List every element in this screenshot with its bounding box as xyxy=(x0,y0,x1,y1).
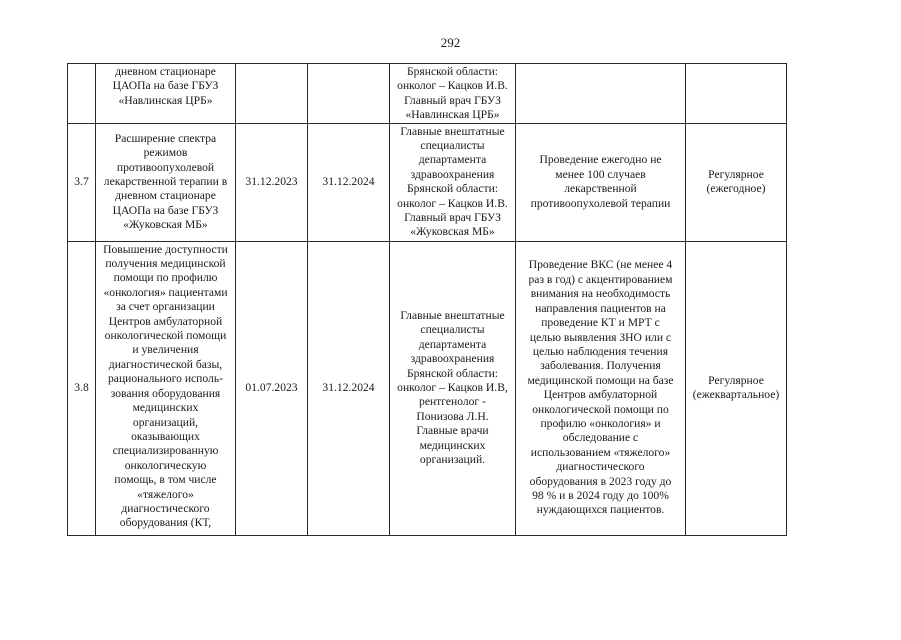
cell-text-line: организаций, xyxy=(132,415,199,429)
cell-text-line: Регулярное xyxy=(708,373,764,387)
cell-text-line: оказывающих xyxy=(131,429,200,443)
plan-table xyxy=(67,63,787,536)
table-row xyxy=(68,241,787,535)
cell-text-line: онколог – Кацков И.В. xyxy=(397,79,508,93)
result-cell xyxy=(516,64,686,124)
cell-text-line: противоопухолевой терапии xyxy=(530,196,671,210)
cell-text-line: Главные внештатные xyxy=(400,308,505,322)
cell-text-line: оборудования (КТ, xyxy=(119,516,212,530)
cell-text-line: «Навлинская ЦРБ» xyxy=(118,93,213,107)
start-date-cell: 01.07.2023 xyxy=(236,241,308,535)
cell-text-line: направления пациентов на xyxy=(535,301,666,315)
cell-text-line: менее 100 случаев xyxy=(555,167,646,181)
cell-text-line: рационального исполь- xyxy=(108,372,223,386)
cell-text-line: Брянской области: xyxy=(406,366,499,380)
cell-text-line: раз в год) с акцентированием xyxy=(528,272,673,286)
cell-text-line: онкологической помощи xyxy=(104,329,227,343)
cell-text-line: Главные внештатные xyxy=(400,124,505,138)
cell-text-line: «Навлинская ЦРБ» xyxy=(405,108,500,122)
cell-text-line: заболевания. Получения xyxy=(540,359,661,373)
cell-text-line: специалисты xyxy=(420,138,485,152)
end-date-cell: 31.12.2024 xyxy=(308,123,390,241)
start-date-cell: 31.12.2023 xyxy=(236,123,308,241)
cell-text-line: ЦАОПа на базе ГБУЗ xyxy=(112,203,219,217)
responsible-cell xyxy=(390,64,516,124)
cell-text-line: профилю «онкология» и xyxy=(540,416,661,430)
event-cell xyxy=(96,123,236,241)
cell-text-line: Главный врач ГБУЗ xyxy=(404,93,501,107)
cell-text-line: здравоохранения xyxy=(410,167,495,181)
cell-text-line: Понизова Л.Н. xyxy=(416,409,489,423)
cell-text-line: зования оборудования xyxy=(110,386,221,400)
cell-text-line: режимов xyxy=(143,146,188,160)
cell-text-line: за счет организации xyxy=(116,300,215,314)
cell-text-line: диагностического xyxy=(556,460,645,474)
cell-text-line: департамента xyxy=(418,337,487,351)
cell-text-line: Проведение ежегодно не xyxy=(539,153,662,167)
cell-text-line: Повышение доступности xyxy=(103,242,228,256)
cell-text-line: 98 % и в 2024 году до 100% xyxy=(532,488,669,502)
cell-text-line: Центров амбулаторной xyxy=(108,314,223,328)
cell-text-line: «Жуковская МБ» xyxy=(123,218,208,232)
cell-text-line: Брянской области: xyxy=(406,182,499,196)
periodicity-cell xyxy=(686,64,787,124)
cell-text-line: помощь, в том числе xyxy=(114,473,217,487)
cell-text-line: специалисты xyxy=(420,323,485,337)
cell-text-line: онкологической помощи по xyxy=(532,402,669,416)
cell-text-line: лекарственной xyxy=(564,182,637,196)
cell-text-line: проведение КТ и МРТ с xyxy=(541,316,660,330)
cell-text-line: «онкология» пациентами xyxy=(103,285,228,299)
cell-text-line: Брянской области: xyxy=(406,65,499,78)
cell-text-line: Регулярное xyxy=(708,167,764,181)
cell-text-line: диагностического xyxy=(121,501,210,515)
cell-text-line: Расширение спектра xyxy=(114,131,217,145)
cell-text-line: медицинской помощи на базе xyxy=(527,373,674,387)
result-cell xyxy=(516,123,686,241)
cell-text-line: ЦАОПа на базе ГБУЗ xyxy=(112,79,219,93)
cell-text-line: здравоохранения xyxy=(410,352,495,366)
cell-text-line: организаций. xyxy=(419,452,486,466)
table-row xyxy=(68,64,787,124)
cell-text-line: департамента xyxy=(418,153,487,167)
end-date-cell xyxy=(308,64,390,124)
cell-text-line: получения медицинской xyxy=(105,257,226,271)
cell-text-line: лекарственной терапии в xyxy=(103,174,228,188)
cell-text-line: медицинских xyxy=(419,438,486,452)
cell-text-line: онкологическую xyxy=(124,458,207,472)
cell-text-line: целью наблюдения течения xyxy=(532,344,669,358)
end-date-cell: 31.12.2024 xyxy=(308,241,390,535)
cell-text-line: онколог – Кацков И.В. xyxy=(397,196,508,210)
cell-text-line: (ежеквартальное) xyxy=(692,388,780,402)
periodicity-cell xyxy=(686,123,787,241)
start-date-cell xyxy=(236,64,308,124)
cell-text-line: оборудования в 2023 году до xyxy=(529,474,672,488)
cell-text-line: внимания на необходимость xyxy=(530,287,671,301)
event-cell xyxy=(96,64,236,124)
cell-text-line: «Жуковская МБ» xyxy=(410,225,495,239)
page-number: 292 xyxy=(440,35,461,50)
cell-text-line: дневном стационаре xyxy=(115,189,216,203)
cell-text-line: специализированную xyxy=(112,444,219,458)
periodicity-cell xyxy=(686,241,787,535)
cell-text-line: медицинских xyxy=(132,401,199,415)
row-number-cell xyxy=(68,64,96,124)
cell-text-line: рентгенолог - xyxy=(419,395,486,409)
cell-text-line: Главные врачи xyxy=(416,424,489,438)
responsible-cell xyxy=(390,123,516,241)
responsible-cell xyxy=(390,241,516,535)
event-cell xyxy=(96,241,236,535)
cell-text-line: нуждающихся пациентов. xyxy=(536,503,665,517)
cell-text-line: «тяжелого» xyxy=(137,487,194,501)
cell-text-line: и увеличения xyxy=(132,343,199,357)
cell-text-line: обследование с xyxy=(562,431,639,445)
cell-text-line: противоопухолевой xyxy=(116,160,215,174)
cell-text-line: дневном стационаре xyxy=(115,65,216,78)
cell-text-line: (ежегодное) xyxy=(706,182,766,196)
cell-text-line: помощи по профилю xyxy=(113,271,218,285)
cell-text-line: Центров амбулаторной xyxy=(543,388,658,402)
row-number-cell: 3.7 xyxy=(68,123,96,241)
cell-text-line: диагностической базы, xyxy=(108,357,223,371)
cell-text-line: онколог – Кацков И.В, xyxy=(397,380,508,394)
table-row xyxy=(68,123,787,241)
result-cell xyxy=(516,241,686,535)
cell-text-line: целью выявления ЗНО или с xyxy=(529,330,672,344)
cell-text-line: Проведение ВКС (не менее 4 xyxy=(528,258,673,272)
cell-text-line: использованием «тяжелого» xyxy=(530,445,671,459)
cell-text-line: Главный врач ГБУЗ xyxy=(404,210,501,224)
row-number-cell: 3.8 xyxy=(68,241,96,535)
